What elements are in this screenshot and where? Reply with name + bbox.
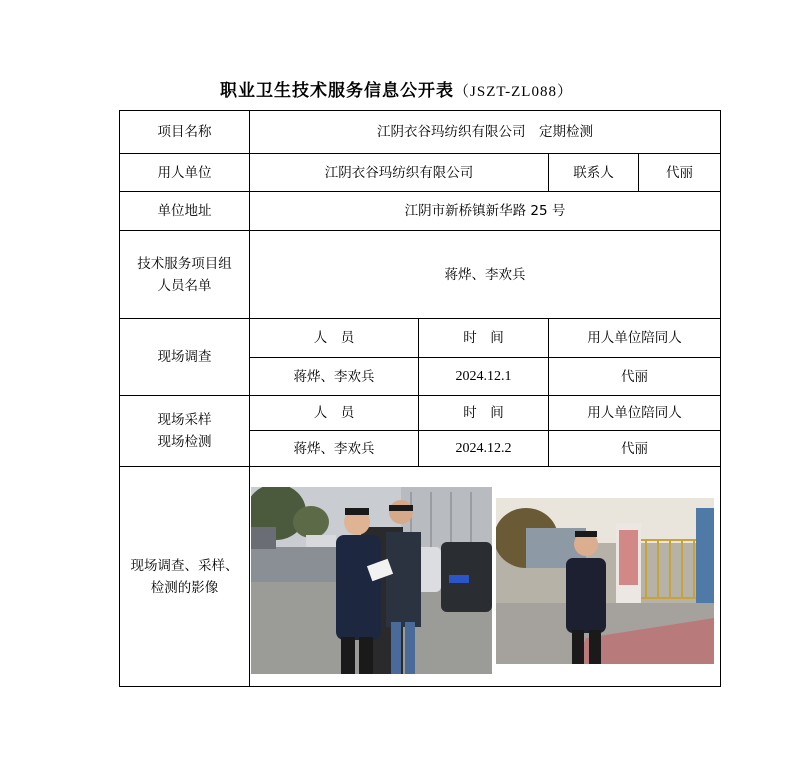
sampling-escort: 代丽	[549, 431, 721, 467]
images-label	[120, 467, 250, 687]
row-project-name	[120, 111, 721, 154]
sampling-personnel: 蒋烨、李欢兵	[250, 431, 419, 467]
project-name-label: 项目名称	[120, 111, 250, 154]
row-survey-header	[120, 319, 721, 358]
employer-label: 用人单位	[120, 154, 250, 192]
info-table	[119, 110, 721, 687]
survey-header-personnel: 人 员	[250, 319, 419, 358]
images-label-text: 现场调查、采样、检测的影像	[130, 557, 239, 596]
sampling-label	[120, 396, 250, 467]
sampling-header-time: 时 间	[419, 396, 549, 431]
row-employer	[120, 154, 721, 192]
team-value: 蒋烨、李欢兵	[250, 231, 721, 319]
sampling-header-escort: 用人单位陪同人	[549, 396, 721, 431]
site-survey-photo	[251, 487, 492, 674]
images-cell	[250, 467, 721, 687]
row-address	[120, 192, 721, 231]
contact-label: 联系人	[549, 154, 639, 192]
team-label-text: 技术服务项目组人员名单	[137, 255, 232, 294]
address-label: 单位地址	[120, 192, 250, 231]
site-sampling-photo	[496, 498, 714, 664]
team-label	[120, 231, 250, 319]
sampling-time: 2024.12.2	[419, 431, 549, 467]
row-sampling-header	[120, 396, 721, 431]
contact-value: 代丽	[639, 154, 721, 192]
survey-header-escort: 用人单位陪同人	[549, 319, 721, 358]
survey-header-time: 时 间	[419, 319, 549, 358]
survey-time: 2024.12.1	[419, 358, 549, 396]
document-code: （JSZT-ZL088）	[454, 84, 573, 100]
row-team	[120, 231, 721, 319]
survey-escort: 代丽	[549, 358, 721, 396]
title-text: 职业卫生技术服务信息公开表	[220, 81, 455, 101]
address-value: 江阴市新桥镇新华路 25 号	[250, 192, 721, 231]
survey-personnel: 蒋烨、李欢兵	[250, 358, 419, 396]
project-name-value: 江阴衣谷玛纺织有限公司 定期检测	[250, 111, 721, 154]
survey-label: 现场调查	[120, 319, 250, 396]
row-images	[120, 467, 721, 687]
document-title	[0, 76, 793, 101]
employer-value: 江阴衣谷玛纺织有限公司	[250, 154, 549, 192]
sampling-header-personnel: 人 员	[250, 396, 419, 431]
sampling-label-text: 现场采样现场检测	[157, 412, 212, 450]
